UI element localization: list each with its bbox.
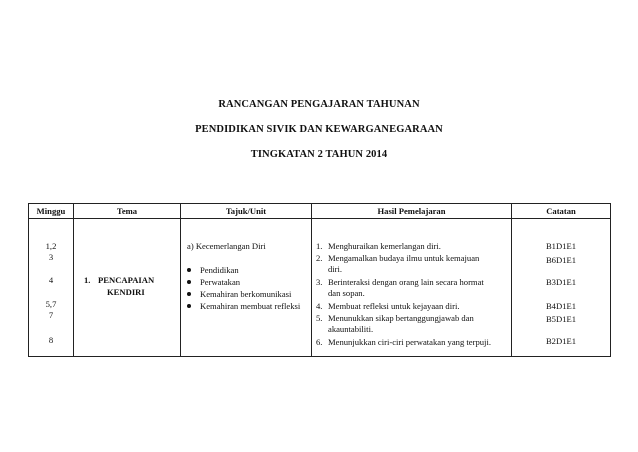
week-label: 7 (48, 310, 54, 320)
tajuk-main: a) Kecemerlangan Diri (187, 241, 266, 251)
catatan-code: B2D1E1 (545, 336, 577, 346)
list-item: Pendidikan (187, 265, 239, 275)
catatan-code: B3D1E1 (545, 277, 577, 287)
list-item: Kemahiran membuat refleksi (187, 301, 300, 311)
list-item: 5. Menunukkan sikap bertanggungjawab dan akauntabiliti. (316, 313, 474, 334)
bullet-icon (187, 280, 191, 284)
table-row (29, 219, 611, 357)
list-item: Perwatakan (187, 277, 240, 287)
plan-table (28, 203, 611, 357)
week-label: 5,7 (45, 299, 57, 309)
header-minggu: Minggu (29, 204, 74, 219)
tema-line1: PENCAPAIAN (98, 275, 155, 285)
catatan-code: B4D1E1 (545, 301, 577, 311)
catatan-cell (512, 219, 611, 357)
week-label: 8 (48, 335, 54, 345)
catatan-code: B6D1E1 (545, 255, 577, 265)
header-catatan: Catatan (512, 204, 611, 219)
header-hasil: Hasil Pemelajaran (312, 204, 512, 219)
tema-number: 1. (84, 275, 91, 285)
bullet-icon (187, 268, 191, 272)
tema-cell (74, 219, 181, 357)
document-title: RANCANGAN PENGAJARAN TAHUNAN (218, 99, 420, 110)
list-item: 1. Menghuraikan kemerlangan diri. (316, 241, 441, 251)
catatan-code: B5D1E1 (545, 314, 577, 324)
list-item: 4. Membuat refleksi untuk kejayaan diri. (316, 301, 460, 311)
list-item: 2. Mengamalkan budaya ilmu untuk kemajuan diri. (316, 253, 480, 274)
list-item: Kemahiran berkomunikasi (187, 289, 291, 299)
tema-line2: KENDIRI (107, 287, 145, 297)
week-label: 4 (48, 275, 54, 285)
tajuk-cell (181, 219, 312, 357)
list-item: 3. Berinteraksi dengan orang lain secara hormat dan sopan. (316, 277, 484, 298)
grade-year-title: TINGKATAN 2 TAHUN 2014 (250, 149, 388, 160)
bullet-icon (187, 304, 191, 308)
week-label: 3 (48, 252, 54, 262)
header-tajuk: Tajuk/Unit (181, 204, 312, 219)
bullet-icon (187, 292, 191, 296)
tema-text (84, 274, 154, 298)
week-label: 1,2 (45, 241, 57, 251)
hasil-cell (312, 219, 512, 357)
minggu-cell (29, 219, 74, 357)
catatan-code: B1D1E1 (545, 241, 577, 251)
list-item: 6. Menunjukkan ciri-ciri perwatakan yang terpuji. (316, 337, 491, 347)
subject-title: PENDIDIKAN SIVIK DAN KEWARGANEGARAAN (195, 124, 443, 135)
header-tema: Tema (74, 204, 181, 219)
table-header-row (29, 204, 611, 219)
